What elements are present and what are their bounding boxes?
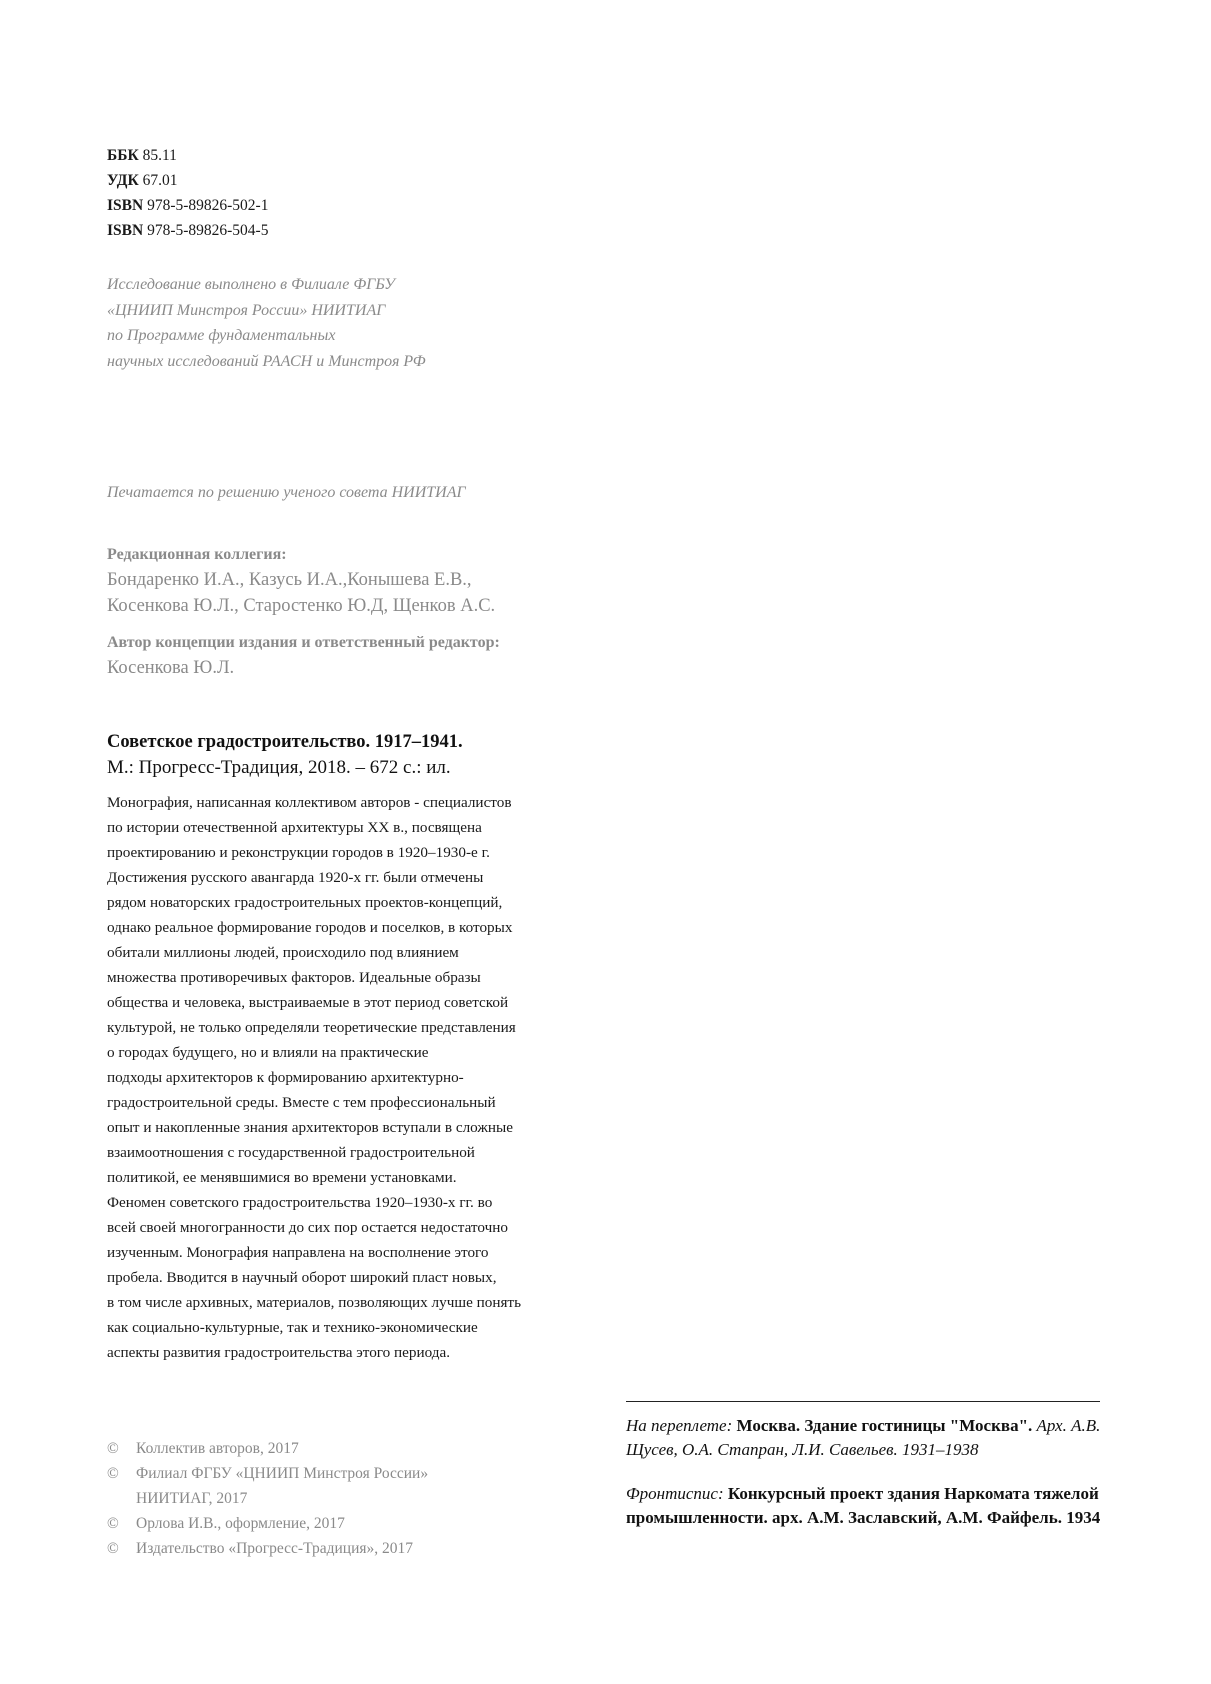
- copyright-line-continued: НИИТИАГ, 2017: [136, 1490, 248, 1507]
- udk-code: УДК 67.01: [107, 172, 178, 189]
- copyright-icon: ©: [107, 1440, 119, 1457]
- caption-divider: [626, 1401, 1100, 1402]
- frontispiece-caption: Фронтиспис: Конкурсный проект здания Наркомата тяжелой промышленности. арх. А.М. Заславский, А.М. Файфель. 1934: [626, 1484, 1101, 1527]
- research-note: Исследование выполнено в Филиале ФГБУ «ЦНИИП Минстроя России» НИИТИАГ по Программе фундаментальных научных исследований РААСН и Минстроя РФ: [107, 276, 426, 370]
- isbn-code: ISBN 978-5-89826-504-5: [107, 222, 269, 239]
- printed-note: Печатается по решению ученого совета НИИТИАГ: [107, 484, 466, 501]
- copyright-icon: ©: [107, 1540, 119, 1557]
- editorial-board: [107, 543, 500, 681]
- copyright-icon: ©: [107, 1465, 119, 1482]
- editorial-board-heading: Редакционная коллегия:: [107, 546, 287, 563]
- concept-author-heading: Автор концепции издания и ответственный редактор:: [107, 634, 500, 651]
- binding-caption: На переплете: Москва. Здание гостиницы "Москва". Арх. А.В. Щусев, О.А. Стапран, Л.И. Савельев. 1931–1938: [626, 1416, 1101, 1459]
- editorial-board-line: Косенкова Ю.Л., Старостенко Ю.Д, Щенков А.С.: [107, 596, 496, 616]
- book-title-block: [107, 729, 463, 781]
- copyright-line: © Орлова И.В., оформление, 2017: [107, 1511, 428, 1536]
- abstract: Монография, написанная коллективом авторов - специалистов по истории отечественной архитектуры XX в., посвящена проектированию и реконструкции городов в 1920–1930-е г. Достижения русского авангарда 1920-х гг. были отмечены рядом новаторских градостроительных проектов-концепций, однако реальное формирование городов и поселков, в которых обитали миллионы людей, происходило под влиянием множества противоречивых факторов. Идеальные образы общества и человека, выстраиваемые в этот период советской культурой, не только определяли теоретические представления о городах будущего, но и влияли на практические подходы архитекторов к формированию архитектурно- градостроительной среды. Вместе с тем профессиональный опыт и накопленные знания архитекторов вступали в сложные взаимоотношения с государственной градостроительной политикой, ее менявшимися во времени установками. Феномен советского градостроительства 1920–1930-х гг. во всей своей многогранности до сих пор остается недостаточно изученным. Монография направлена на восполнение этого пробела. Вводится в научный оборот широкий пласт новых, в том числе архивных, материалов, позволяющих лучше понять как социально-культурные, так и технико-экономические аспекты развития градостроительства этого периода.: [107, 794, 521, 1361]
- copyright-line: © Коллектив авторов, 2017: [107, 1436, 428, 1461]
- copyright-line: © Издательство «Прогресс-Традиция», 2017: [107, 1536, 428, 1561]
- classification-codes: [107, 143, 268, 243]
- bbk-code: ББК 85.11: [107, 147, 177, 164]
- copyright-line: © Филиал ФГБУ «ЦНИИП Минстроя России»: [107, 1461, 428, 1486]
- book-title: Советское градостроительство. 1917–1941.: [107, 732, 463, 752]
- concept-author-name: Косенкова Ю.Л.: [107, 658, 235, 678]
- copyright-block: [107, 1436, 428, 1561]
- isbn-code: ISBN 978-5-89826-502-1: [107, 197, 269, 214]
- copyright-icon: ©: [107, 1515, 119, 1532]
- image-captions: [626, 1414, 1106, 1530]
- editorial-board-line: Бондаренко И.А., Казусь И.А.,Конышева Е.В.,: [107, 570, 472, 590]
- book-imprint: М.: Прогресс-Традиция, 2018. – 672 с.: ил.: [107, 757, 451, 778]
